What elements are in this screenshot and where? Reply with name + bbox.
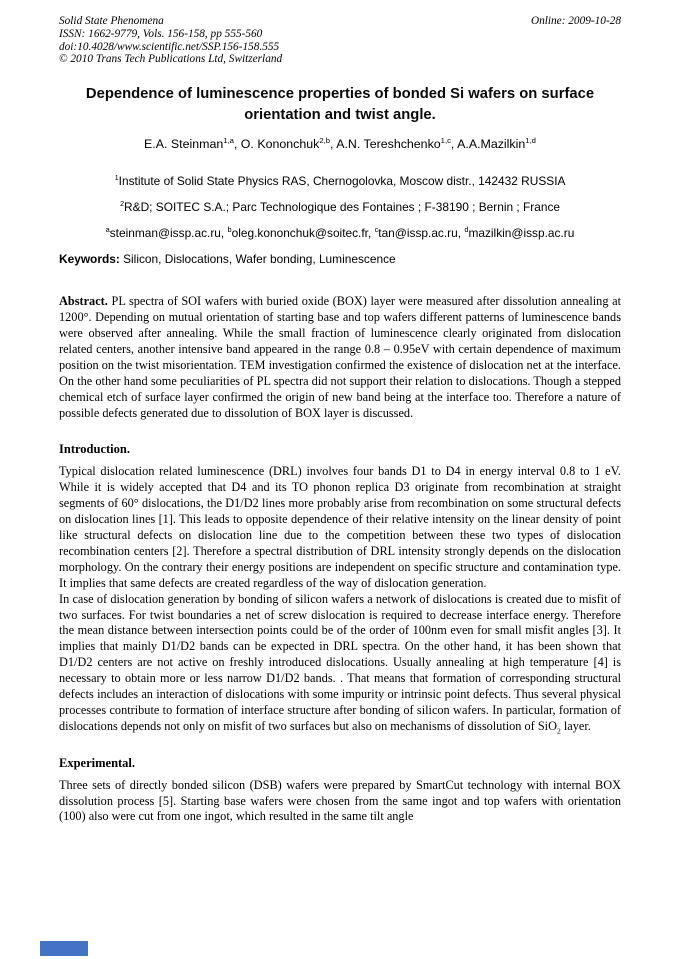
- paper-title-line2: orientation and twist angle.: [244, 107, 436, 124]
- keywords-label: Keywords:: [59, 252, 120, 267]
- paper-title-line1: Dependence of luminescence properties of bonded Si wafers on surface: [85, 86, 595, 103]
- keywords-text: Silicon, Dislocations, Wafer bonding, Luminescence: [119, 252, 396, 267]
- experimental-paragraph-1: Three sets of directly bonded silicon (DSB) wafers were prepared by SmartCut technology with internal BOX dissolution process [5]. Starting base wafers were chosen from the same ingot and top wafers with orientation (100) also were cut from one ingot, which resulted in the same tilt angle: [59, 777, 621, 824]
- abstract-text: PL spectra of SOI wafers with buried oxide (BOX) layer were measured after dissolution annealing at 1200°. Depending on mutual orientation of starting base and top wafers different patterns of luminescence bands were observed after annealing. While the small fraction of luminescence clearly originated from dislocation related centers, another intensive band appeared in the range 0.8 – 0.95eV with certain dependence of maximum position on the twist misorientation. TEM investigation confirmed the existence of dislocation net at the interface. On the other hand some peculiarities of PL spectra did not support their relation to dislocations. Though a stepped chemical etch of surface layer confirmed the origin of new band being at the interface too. Therefore a nature of possible defects generated due to dissolution of BOX layer is discussed.: [59, 294, 621, 420]
- online-date: Online: 2009-10-28: [530, 15, 621, 27]
- journal-doi-line: doi:10.4028/www.scientific.net/SSP.156-158.555: [59, 40, 280, 53]
- footer-link-mark: [40, 941, 88, 956]
- affiliation-2: $^2$R&D; SOITEC S.A.; Parc Technologique des Fontaines ; F-38190 ; Bernin ; France: [119, 199, 561, 215]
- experimental-heading: Experimental.: [59, 755, 136, 770]
- introduction-heading: Introduction.: [59, 442, 130, 457]
- journal-copyright-line: © 2010 Trans Tech Publications Ltd, Switzerland: [59, 53, 283, 66]
- journal-issn-line: ISSN: 1662-9779, Vols. 156-158, pp 555-560: [59, 27, 263, 40]
- authors-line: E.A. Steinman$^{1,a}$, O. Kononchuk$^{2,b}$, A.N. Tereshchenko$^{1,c}$, A.A.Mazilkin$^{1,d}$: [144, 136, 536, 152]
- paper-title: [59, 84, 621, 126]
- journal-header: [59, 15, 621, 66]
- journal-info-block: [59, 15, 282, 66]
- affiliation-1: $^1$Institute of Solid State Physics RAS, Chernogolovka, Moscow distr., 142432 RUSSIA: [114, 173, 566, 189]
- introduction-paragraph-1: Typical dislocation related luminescence (DRL) involves four bands D1 to D4 in energy interval 0.8 to 1 eV. While it is widely accepted that D4 and its TO phonon replica D3 originate from recombination at straight segments of 60° dislocations, the D1/D2 lines more probably arise from recombination on some structural defects on dislocation lines [1]. This leads to opposite dependence of their relative intensity on the linear density of point like structural defects on dislocation line due to the competition between these two types of dislocation recombination centers [2]. Therefore a spectral distribution of DRL intensity strongly depends on the dislocation morphology. On the contrary their energy positions are independent on specific structure and contamination type. It implies that same defects are created regardless of the way of dislocation generation.: [59, 464, 621, 590]
- abstract-label: Abstract.: [59, 294, 108, 309]
- page-content: [59, 15, 621, 825]
- affiliations-block: [59, 168, 621, 246]
- introduction-paragraph-2: In case of dislocation generation by bonding of silicon wafers a network of dislocations is created due to misfit of two surfaces. For twist boundaries a net of screw dislocation is required to decrease interface energy. Therefore the mean distance between intersection points could be of the order of 100nm even for small misfit angles [3]. It implies that mainly D1/D2 bands can be expected in DRL spectra. On the other hand, it has been shown that D1/D2 centers are not active on freshly introduced dislocations. Usually annealing at high temperature [4] is necessary to obtain more or less narrow D1/D2 bands. . That means that formation of corresponding structural defects includes an interaction of dislocations with some impurity or intrinsic point defects. Thus several physical processes contribute to formation of interface structure after bonding of silicon wafers. In particular, formation of dislocations depends not only on misfit of two surfaces but also on mechanisms of dissolution of SiO$_2$ layer.: [59, 591, 621, 736]
- keywords-line: [59, 252, 621, 267]
- author-emails: $^a$steinman@issp.ac.ru, $^b$oleg.kononchuk@soitec.fr, $^c$tan@issp.ac.ru, $^d$mazilkin@issp.ac.ru: [105, 225, 575, 241]
- abstract-paragraph: [59, 294, 621, 421]
- journal-name: Solid State Phenomena: [59, 15, 164, 27]
